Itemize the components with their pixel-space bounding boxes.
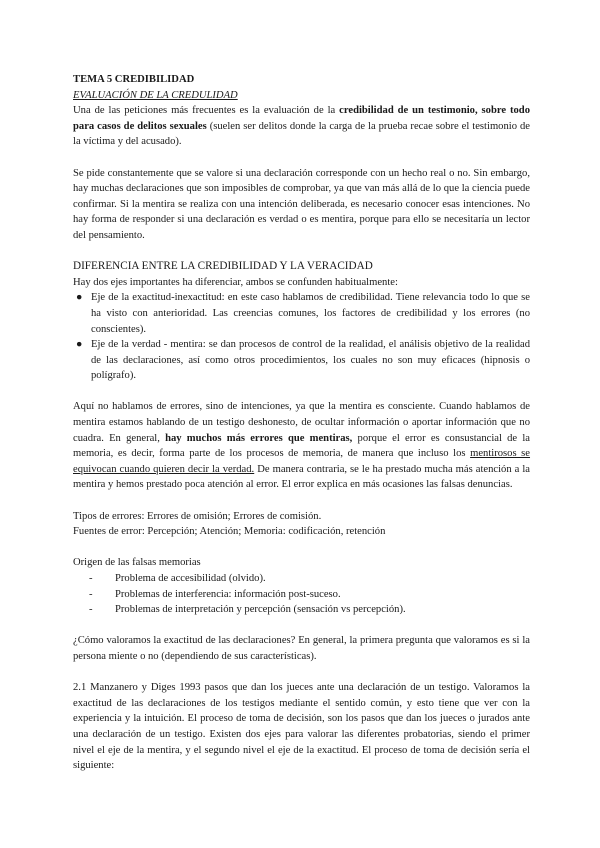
dash-icon: - — [89, 604, 93, 616]
list-item: - Problema de accesibilidad (olvido). — [89, 571, 530, 587]
bullet-icon: ● — [76, 339, 83, 351]
list-item: ● Eje de la verdad - mentira: se dan procesos de control de la realidad, el análisis objetivo de la realidad de las declaraciones, así como otros procedimientos, los cuales no son muy eficaces (hipnosis o polígrafo). — [76, 339, 530, 382]
paragraph-valoracion: Se pide constantemente que se valore si una declaración corresponde con un hecho real o no. Sin embargo, hay muchas declaraciones que son imposibles de comprobar, ya que van más allá de lo que la ciencia puede confirmar. Si la mentira se realiza con una intención deliberada, es necesario conocer esas intenciones. No hay forma de responder si una declaración es verdad o es mentira, porque para ello se necesitaría un lector del pensamiento. — [73, 167, 530, 241]
ejes-list — [73, 290, 530, 384]
paragraph-errores-mentiras: Aquí no hablamos de errores, sino de intenciones, ya que la mentira es consciente. Cuando hablamos de mentira estamos hablando de un testigo deshonesto, de ocultar información o aportar información que no cuadra. En general, hay muchos más errores que mentiras, porque el error es consustancial de la memoria, es decir, forma parte de los procesos de memoria, de manera que incluso los mentirosos se equivocan cuando quieren decir la verdad. De manera contraria, se le ha prestado mucha más atención a la mentira y hemos prestado poca atención al error. El error explica en más ocasiones las falsas denuncias. — [73, 401, 531, 491]
paragraph-question: ¿Cómo valoramos la exactitud de las declaraciones? En general, la primera pregunta que valoramos es si la persona miente o no (dependiendo de sus características). — [73, 635, 530, 662]
origin-heading: Origen de las falsas memorias — [73, 557, 201, 569]
list-item: - Problemas de interferencia: información post-suceso. — [89, 587, 530, 603]
types-of-errors-line: Tipos de errores: Errores de omisión; Errores de comisión. — [73, 510, 322, 522]
document-title: TEMA 5 CREDIBILIDAD — [73, 74, 195, 85]
list-item: ● Eje de la exactitud-inexactitud: en este caso hablamos de credibilidad. Tiene relevancia todo lo que se ha visto con anterioridad. Las creencias comunes, los factores de credibilidad y los errores (no conscientes). — [76, 292, 530, 335]
document-content — [73, 72, 530, 774]
bullet-icon: ● — [76, 292, 83, 304]
paragraph-ejes-intro: Hay dos ejes importantes ha diferenciar, ambos se confunden habitualmente: — [73, 276, 398, 288]
paragraph-manzanero-diges: 2.1 Manzanero y Diges 1993 pasos que dan los jueces ante una declaración de un testigo. Valoramos la exactitud de las declaraciones de los testigos mediante el sentido común, y esto tiene que ver con la experiencia y la intuición. El proceso de toma de decisión, son los pasos que dan los jueces o jurados ante una declaración de un testigo. Existen dos ejes para valorar las diferentes probatorias, siendo el primer nivel el eje de la mentira, y el segundo nivel el eje de la exactitud. El proceso de toma de decisión sería el siguiente: — [73, 682, 530, 772]
list-item: - Problemas de interpretación y percepción (sensación vs percepción). — [89, 602, 530, 618]
origin-list — [73, 571, 530, 618]
sources-of-error-line: Fuentes de error: Percepción; Atención; Memoria: codificación, retención — [73, 526, 386, 538]
paragraph-intro: Una de las peticiones más frecuentes es la evaluación de la credibilidad de un testimonio, sobre todo para casos de delitos sexuales (suelen ser delitos donde la carga de la prueba recae sobre el testimonio de la víctima y del acusado). — [73, 105, 530, 148]
dash-icon: - — [89, 573, 93, 584]
section-subtitle: EVALUACIÓN DE LA CREDULIDAD — [73, 89, 238, 101]
section-heading-diferencia: DIFERENCIA ENTRE LA CREDIBILIDAD Y LA VERACIDAD — [73, 260, 373, 273]
dash-icon: - — [89, 588, 93, 600]
